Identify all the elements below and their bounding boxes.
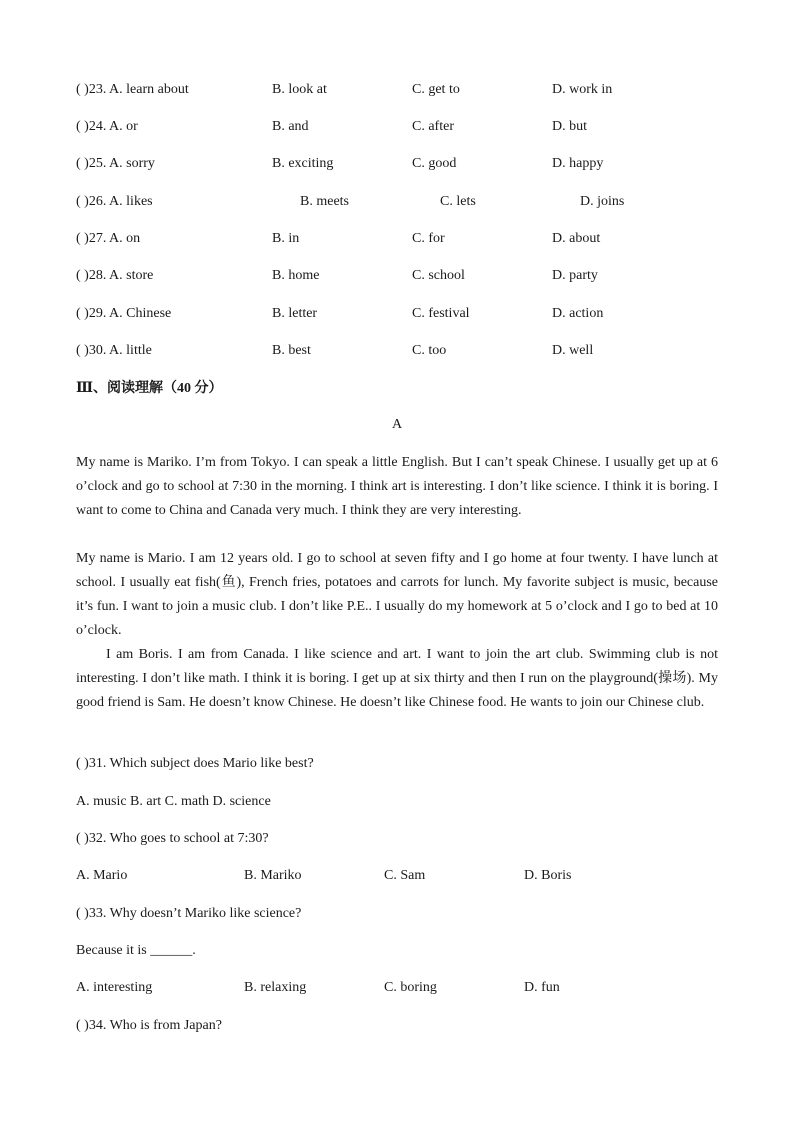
option-c: C. festival — [412, 306, 470, 321]
option-c: C. get to — [412, 82, 460, 97]
option-d: D. happy — [552, 156, 604, 171]
option-b: B. look at — [272, 82, 327, 97]
option-b: B. letter — [272, 306, 318, 321]
question-30: ( )30. A. little — [76, 343, 152, 358]
option-b: B. exciting — [272, 156, 334, 171]
question-26: ( )26. A. likes — [76, 194, 153, 209]
option-d: D. well — [552, 343, 594, 358]
paragraph-boris: I am Boris. I am from Canada. I like science and art. I want to join the art club. Swimming club is not interesting. I don’t like math. I think it is boring. I get up at six thirty and then I run on the playground(操场). My good friend is Sam. He doesn’t know Chinese. He doesn’t like Chinese food. He wants to join our Chinese club. — [76, 647, 718, 710]
option-c: C. boring — [384, 980, 437, 995]
question-28: ( )28. A. store — [76, 268, 154, 283]
option-c: C. Sam — [384, 868, 426, 883]
option-b: B. in — [272, 231, 300, 246]
question-25: ( )25. A. sorry — [76, 156, 155, 171]
paragraph-mario: My name is Mario. I am 12 years old. I go to school at seven fifty and I go home at four twenty. I have lunch at school. I usually eat fish(鱼), French fries, potatoes and carrots for lunch. My favorite subject is music, because it’s fun. I want to join a music club. I don’t like P.E.. I usually do my homework at 5 o’clock and I go to bed at 10 o’clock. — [76, 551, 718, 638]
option-a: A. Mario — [76, 868, 128, 883]
option-c: C. for — [412, 231, 445, 246]
option-d: D. fun — [524, 980, 560, 995]
option-c: C. after — [412, 119, 454, 134]
option-a: A. interesting — [76, 980, 153, 995]
stem-33: Because it is ______. — [76, 943, 196, 958]
option-b: B. relaxing — [244, 980, 307, 995]
option-c: C. good — [412, 156, 457, 171]
question-33-text: ( )33. Why doesn’t Mariko like science? — [76, 906, 302, 921]
question-23: ( )23. A. learn about — [76, 82, 189, 97]
option-b: B. best — [272, 343, 311, 358]
passage-label: A — [391, 417, 403, 432]
question-27: ( )27. A. on — [76, 231, 141, 246]
option-d: D. Boris — [524, 868, 572, 883]
paragraph-mariko: My name is Mariko. I’m from Tokyo. I can speak a little English. But I can’t speak Chinese. I usually get up at 6 o’clock and go to school at 7:30 in the morning. I think art is interesting. I don’t like science. I think it is boring. I want to come to China and Canada very much. I think they are very interesting. — [76, 455, 718, 518]
option-b: B. meets — [300, 194, 349, 209]
option-b: B. and — [272, 119, 309, 134]
question-29: ( )29. A. Chinese — [76, 306, 172, 321]
option-d: D. joins — [580, 194, 625, 209]
question-24: ( )24. A. or — [76, 119, 138, 134]
option-d: D. about — [552, 231, 601, 246]
option-c: C. too — [412, 343, 447, 358]
question-32-text: ( )32. Who goes to school at 7:30? — [76, 831, 269, 846]
question-34-text: ( )34. Who is from Japan? — [76, 1018, 222, 1033]
option-d: D. action — [552, 306, 604, 321]
option-d: D. but — [552, 119, 587, 134]
options-31: A. music B. art C. math D. science — [76, 794, 271, 809]
option-c: C. lets — [440, 194, 476, 209]
option-b: B. home — [272, 268, 320, 283]
section-title: Ⅲ、阅读理解（40 分） — [76, 381, 223, 396]
question-31-text: ( )31. Which subject does Mario like best? — [76, 756, 314, 771]
option-d: D. party — [552, 268, 598, 283]
option-c: C. school — [412, 268, 465, 283]
option-b: B. Mariko — [244, 868, 302, 883]
option-d: D. work in — [552, 82, 613, 97]
